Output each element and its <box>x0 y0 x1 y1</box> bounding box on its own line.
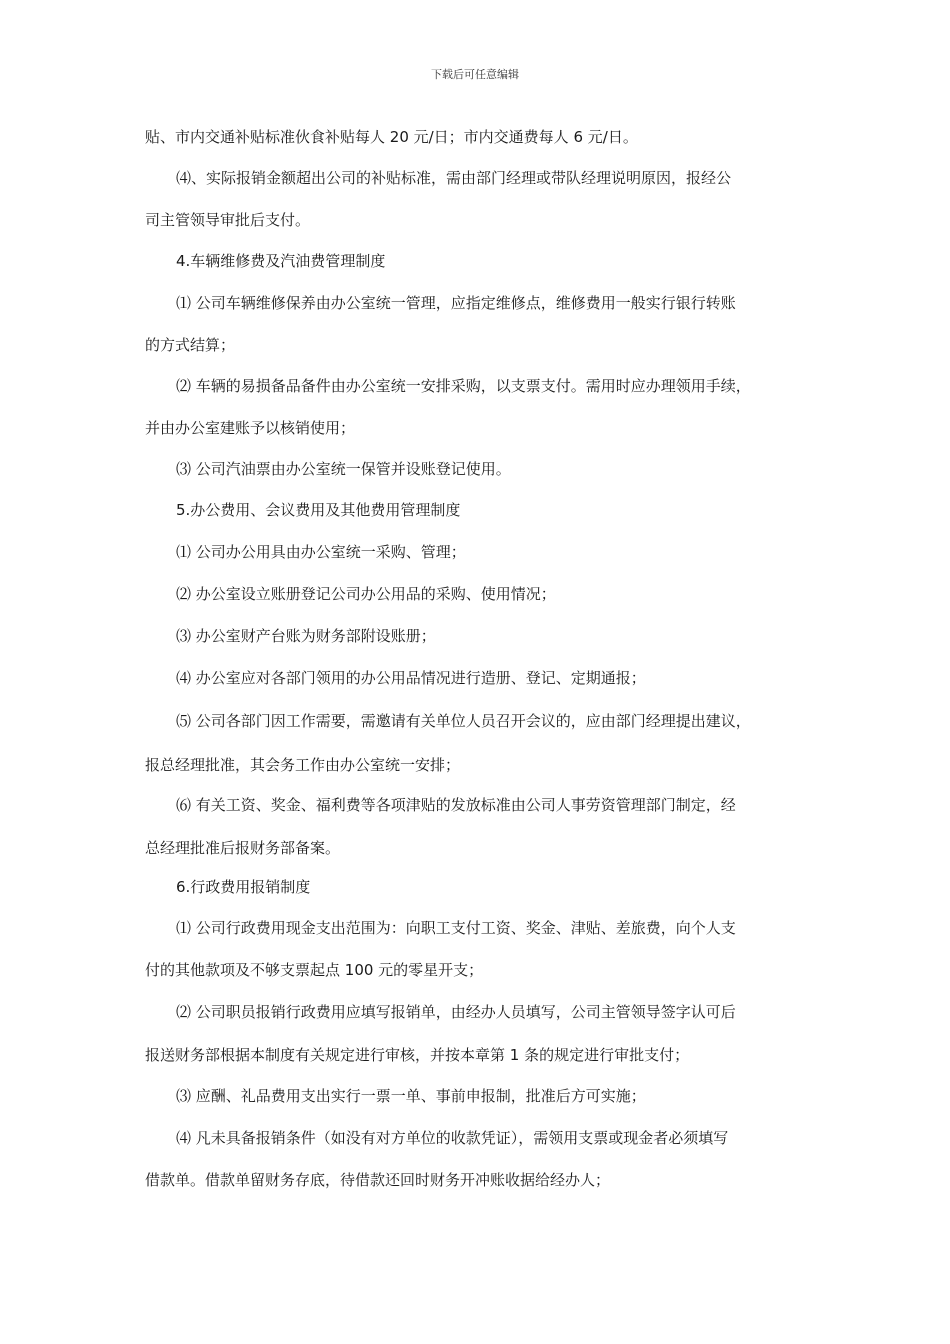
text-line: 总经理批准后报财务部备案。 <box>145 839 341 857</box>
text-line: ⑵ 公司职员报销行政费用应填写报销单，由经办人员填写，公司主管领导签字认可后 <box>176 1003 736 1021</box>
section-heading: 4.车辆维修费及汽油费管理制度 <box>176 252 386 270</box>
text-line: 报送财务部根据本制度有关规定进行审核，并按本章第 1 条的规定进行审批支付； <box>145 1046 690 1064</box>
text-line: ⑶ 办公室财产台账为财务部附设账册； <box>176 627 436 645</box>
section-heading: 5.办公费用、会议费用及其他费用管理制度 <box>176 501 461 519</box>
text-line: 付的其他款项及不够支票起点 100 元的零星开支； <box>145 961 484 979</box>
text-line: ⑸ 公司各部门因工作需要，需邀请有关单位人员召开会议的，应由部门经理提出建议， <box>176 712 751 730</box>
text-line: ⑵ 办公室设立账册登记公司办公用品的采购、使用情况； <box>176 585 556 603</box>
text-line: ⑴ 公司行政费用现金支出范围为：向职工支付工资、奖金、津贴、差旅费，向个人支 <box>176 919 736 937</box>
text-line: ⑴ 公司车辆维修保养由办公室统一管理，应指定维修点，维修费用一般实行银行转账 <box>176 294 736 312</box>
text-line: 司主管领导审批后支付。 <box>145 211 311 229</box>
text-line: 的方式结算； <box>145 336 236 354</box>
text-line: ⑷ 凡未具备报销条件（如没有对方单位的收款凭证），需领用支票或现金者必须填写 <box>176 1129 729 1147</box>
text-line: 借款单。借款单留财务存底，待借款还回时财务开冲账收据给经办人； <box>145 1171 611 1189</box>
text-line: ⑷ 办公室应对各部门领用的办公用品情况进行造册、登记、定期通报； <box>176 669 646 687</box>
text-line: ⑶ 应酬、礼品费用支出实行一票一单、事前申报制，批准后方可实施； <box>176 1087 646 1105</box>
text-line: ⑶ 公司汽油票由办公室统一保管并设账登记使用。 <box>176 460 511 478</box>
text-line: ⑷、实际报销金额超出公司的补贴标准，需由部门经理或带队经理说明原因，报经公 <box>176 169 732 187</box>
text-line: ⑵ 车辆的易损备品备件由办公室统一安排采购，以支票支付。需用时应办理领用手续， <box>176 377 751 395</box>
page-header-note: 下载后可任意编辑 <box>431 68 519 81</box>
text-line: 贴、市内交通补贴标准伙食补贴每人 20 元/日；市内交通费每人 6 元/日。 <box>145 128 638 146</box>
text-line: 并由办公室建账予以核销使用； <box>145 419 356 437</box>
text-line: 报总经理批准，其会务工作由办公室统一安排； <box>145 756 461 774</box>
section-heading: 6.行政费用报销制度 <box>176 878 311 896</box>
text-line: ⑴ 公司办公用具由办公室统一采购、管理； <box>176 543 466 561</box>
text-line: ⑹ 有关工资、奖金、福利费等各项津贴的发放标准由公司人事劳资管理部门制定，经 <box>176 796 736 814</box>
